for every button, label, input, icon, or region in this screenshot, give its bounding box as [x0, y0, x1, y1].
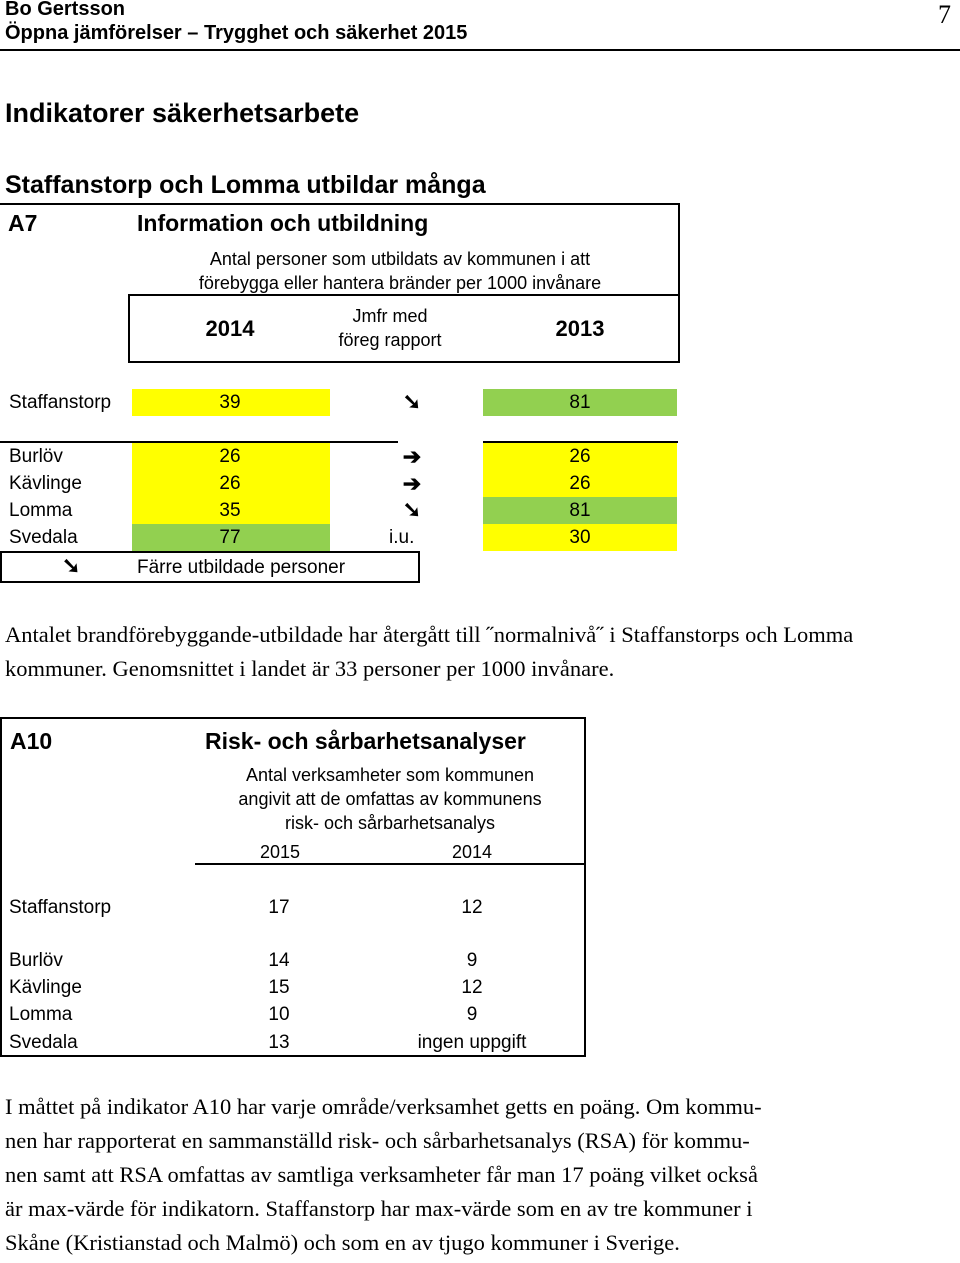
a7-value-2014: 39 [219, 392, 241, 413]
paragraph-a10-line3: nen samt att RSA omfattas av samtliga verksamheter får man 17 poäng vilket också [5, 1162, 758, 1187]
a7-trend-not-available: i.u. [389, 527, 415, 548]
a7-col-2014: 2014 [205, 316, 255, 341]
header-rule [0, 49, 960, 51]
a7-desc-rule [128, 294, 680, 296]
a10-value-2014: 9 [466, 1004, 478, 1025]
a10-description-line3: risk- och sårbarhetsanalys [284, 813, 496, 833]
a7-inner-left-border [128, 295, 130, 363]
a7-description-line1: Antal personer som utbildats av kommunen i att [209, 249, 591, 269]
a10-left-border [0, 717, 2, 1057]
a7-col-2013: 2013 [555, 316, 605, 341]
a10-value-2015: 14 [268, 950, 290, 971]
a7-value-2013: 26 [569, 473, 591, 494]
a10-top-border [0, 717, 586, 719]
a7-value-2014: 26 [219, 446, 241, 467]
a7-right-border [678, 203, 680, 363]
a10-col-2014: 2014 [451, 842, 493, 862]
paragraph-a10-line1: I måttet på indikator A10 har varje område/verksamhet getts en poäng. Om kommu- [5, 1094, 762, 1119]
a10-value-2014: 12 [461, 897, 483, 918]
a7-code: A7 [8, 210, 38, 236]
a7-value-2014: 77 [219, 527, 241, 548]
page-number: 7 [938, 0, 951, 29]
a10-col-2015: 2015 [259, 842, 301, 862]
a7-row-name: Lomma [9, 500, 73, 521]
a7-legend-text: Färre utbildade personer [137, 557, 346, 578]
a7-row-name: Staffanstorp [9, 392, 112, 413]
a7-col-compare-line1: Jmfr med [352, 306, 428, 326]
a7-legend-right [418, 551, 420, 583]
section-title: Indikatorer säkerhetsarbete [5, 98, 360, 128]
header-title: Öppna jämförelser – Trygghet och säkerhet 2015 [5, 22, 468, 44]
a7-row-name: Kävlinge [9, 473, 82, 494]
a10-header-rule [195, 863, 586, 865]
a7-value-2013: 81 [569, 500, 591, 521]
a10-row-name: Kävlinge [9, 977, 82, 998]
a7-legend-left [0, 551, 2, 583]
a7-col-compare-line2: föreg rapport [338, 330, 442, 350]
a10-row-name: Staffanstorp [9, 897, 112, 918]
a7-description-line2: förebygga eller hantera bränder per 1000 invånare [198, 273, 602, 293]
a10-description-line1: Antal verksamheter som kommunen [245, 765, 535, 785]
a7-value-2013: 30 [569, 527, 591, 548]
header-author: Bo Gertsson [5, 0, 126, 20]
a10-value-2015: 10 [268, 1004, 290, 1025]
a10-value-2014: ingen uppgift [417, 1032, 527, 1053]
trend-right-icon: ➔ [402, 444, 422, 469]
a10-value-2015: 13 [268, 1032, 290, 1053]
trend-down-right-icon: ➘ [402, 389, 422, 414]
a10-row-name: Lomma [9, 1004, 73, 1025]
a10-title: Risk- och sårbarhetsanalyser [205, 728, 526, 754]
a10-row-name: Svedala [9, 1032, 78, 1053]
a7-title: Information och utbildning [137, 210, 429, 236]
a7-value-2014: 26 [219, 473, 241, 494]
a7-value-2014: 35 [219, 500, 241, 521]
a10-value-2014: 12 [461, 977, 483, 998]
a10-code: A10 [10, 728, 53, 754]
a7-heading: Staffanstorp och Lomma utbildar många [5, 171, 486, 199]
a10-row-name: Burlöv [9, 950, 63, 971]
a7-row-name: Burlöv [9, 446, 63, 467]
trend-down-right-icon: ➘ [402, 497, 422, 522]
a7-legend-bottom [0, 581, 420, 583]
a7-header-rule [128, 361, 680, 363]
a10-value-2015: 15 [268, 977, 290, 998]
paragraph-a10-line2: nen har rapporterat en sammanställd risk- och sårbarhetsanalys (RSA) för kommu- [5, 1128, 750, 1153]
a7-value-2013: 81 [569, 392, 591, 413]
a10-value-2015: 17 [268, 897, 290, 918]
a7-row-name: Svedala [9, 527, 78, 548]
paragraph-a10-line5: Skåne (Kristianstad och Malmö) och som en av tjugo kommuner i Sverige. [5, 1230, 680, 1255]
paragraph-a10-line4: är max-värde för indikatorn. Staffanstorp har max-värde som en av tre kommuner i [5, 1196, 753, 1221]
a7-top-border [0, 203, 680, 205]
paragraph-a7: Antalet brandförebyggande-utbildade har återgått till ˝normalnivå˝ i Staffanstorps och Lomma kommuner. Genomsnittet i landet är 33 personer per 1000 invånare. [5, 622, 854, 681]
a10-value-2014: 9 [466, 950, 478, 971]
legend-down-right-icon: ➘ [62, 553, 81, 578]
trend-right-icon: ➔ [402, 471, 422, 496]
a10-description-line2: angivit att de omfattas av kommunens [238, 789, 542, 809]
a7-value-2013: 26 [569, 446, 591, 467]
a10-bottom-border [0, 1055, 586, 1057]
